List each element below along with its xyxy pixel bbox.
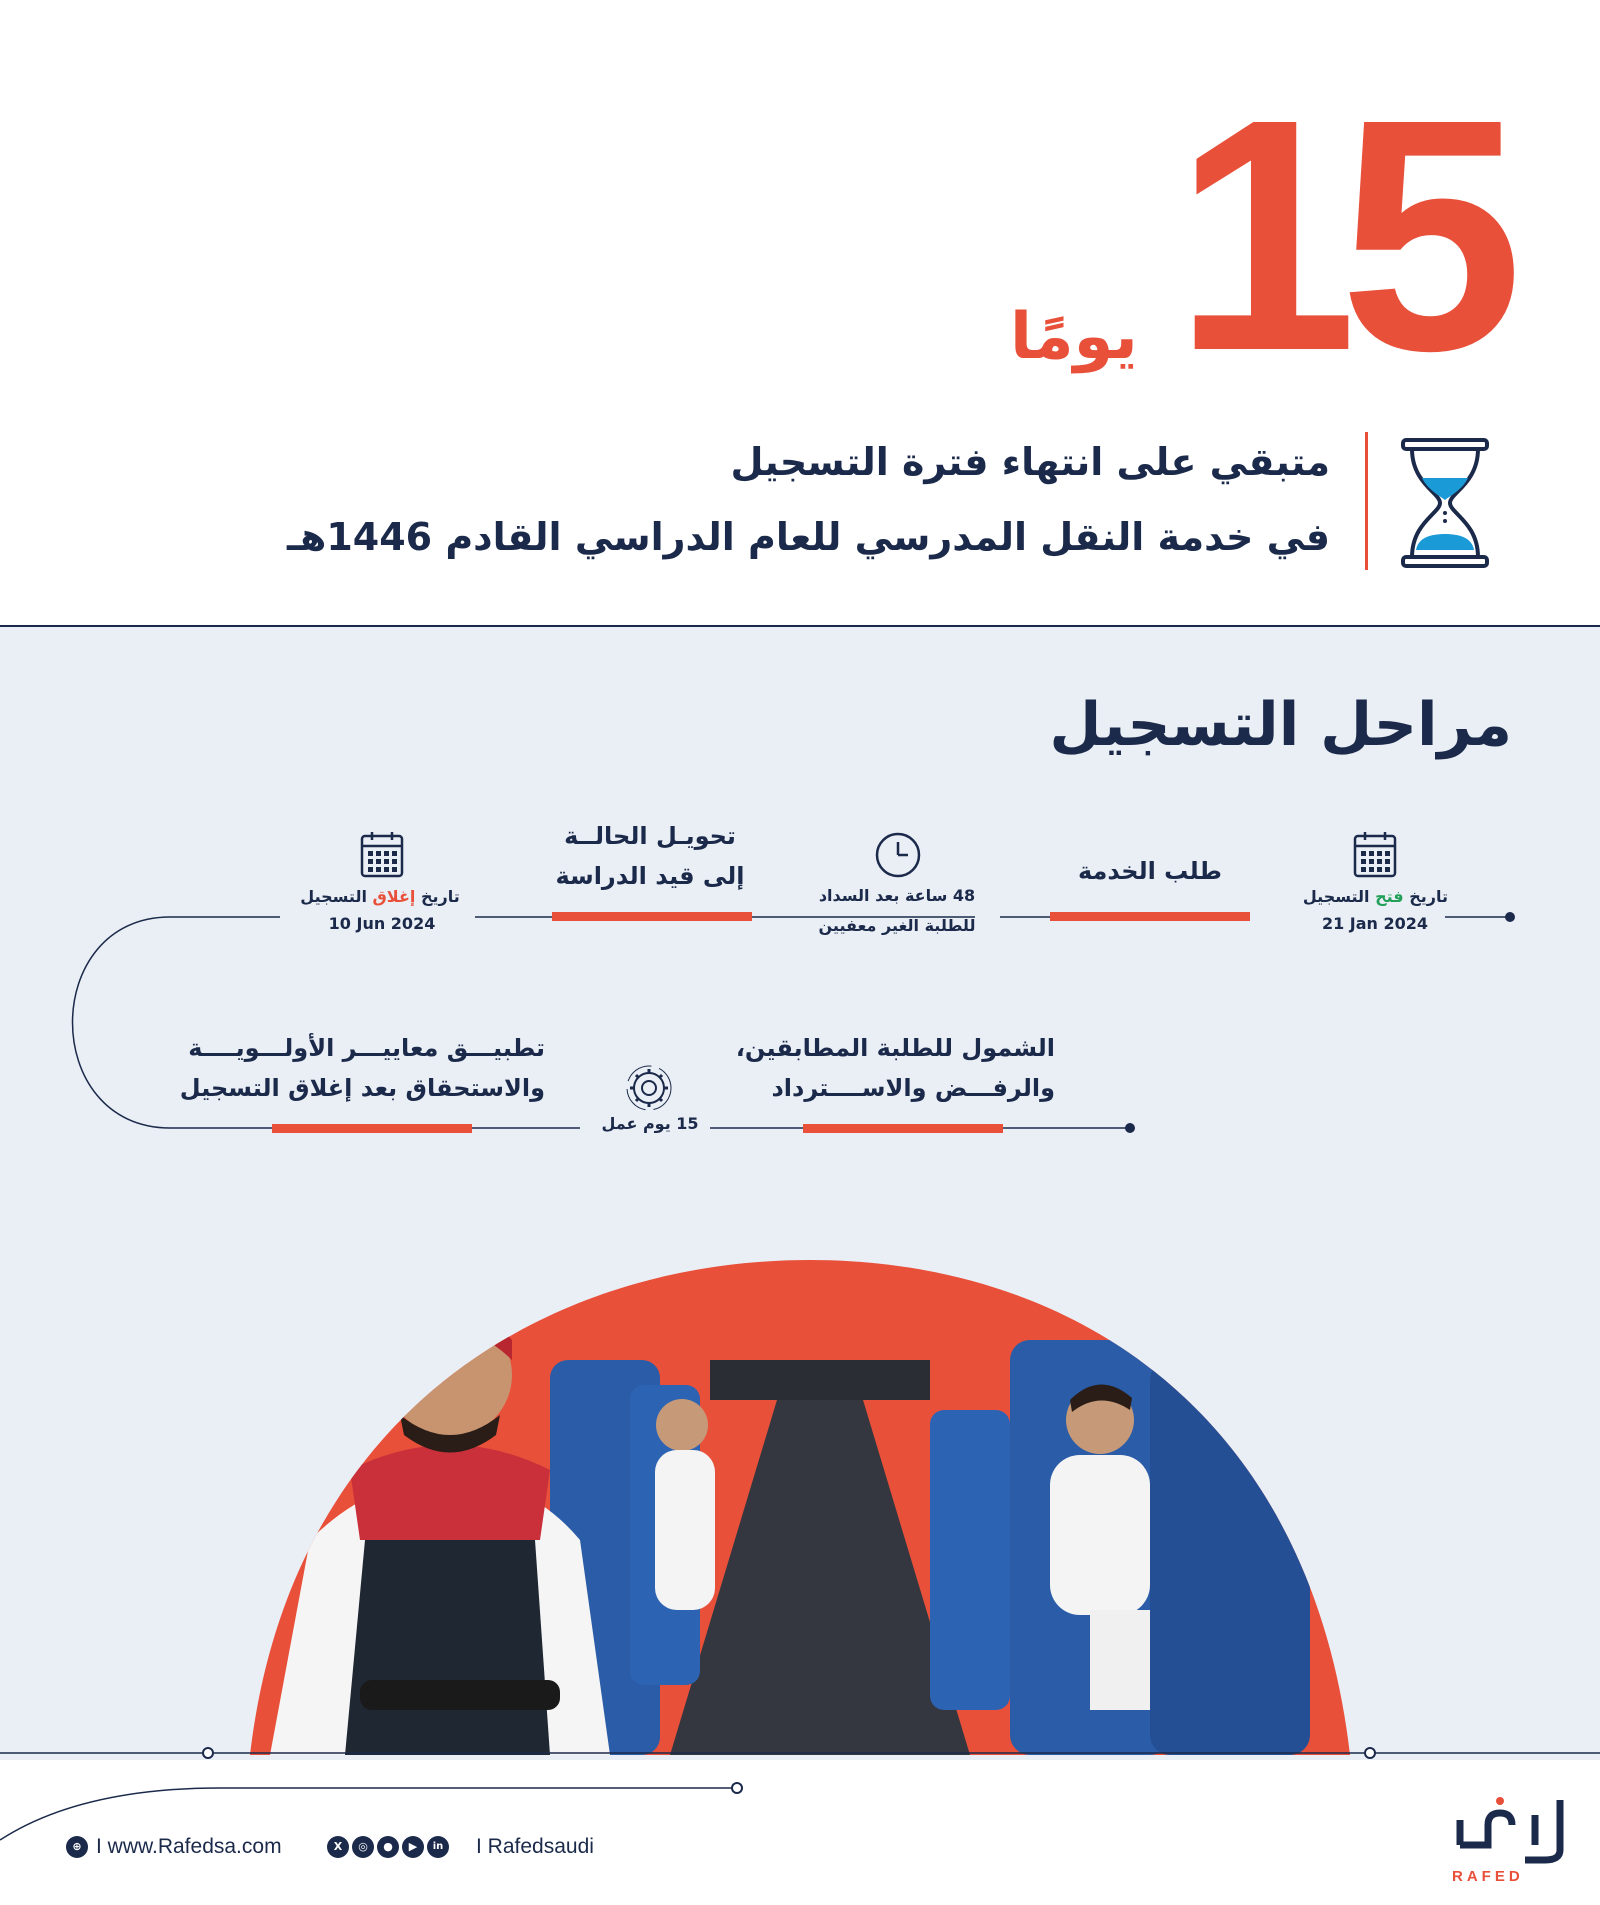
days-remaining-number: 15: [1173, 50, 1505, 419]
close-label-post: التسجيل: [300, 887, 373, 906]
close-label-highlight: إغلاق: [372, 887, 416, 906]
stage-status-line1: تحويـل الحالــة: [564, 822, 736, 850]
website-link[interactable]: I www.Rafedsa.com: [96, 1835, 282, 1858]
youtube-icon[interactable]: ▶: [402, 1836, 424, 1858]
days-label: يومًا: [1010, 300, 1138, 374]
stage-payment-line2: للطلبة الغير معفيين: [818, 916, 976, 935]
calendar-icon: [1355, 832, 1395, 876]
stage-request-label: طلب الخدمة: [1078, 857, 1222, 885]
snapchat-icon[interactable]: ●: [377, 1836, 399, 1858]
open-label-highlight: فتح: [1375, 887, 1404, 906]
gear-icon: [627, 1066, 671, 1110]
timeline-end-dot: [1125, 1123, 1135, 1133]
stage-inclusion-line2: والرفـــض والاســــترداد: [771, 1074, 1055, 1102]
stage-bar-status: [552, 912, 752, 921]
school-bus-photo: [250, 1210, 1350, 1755]
stage-payment-line1: 48 ساعة بعد السداد: [818, 886, 976, 905]
stage-inclusion-line1: الشمول للطلبة المطابقين،: [735, 1034, 1055, 1062]
header-line-1: متبقي على انتهاء فترة التسجيل: [730, 440, 1330, 484]
stage-open-date: 21 Jan 2024: [1321, 914, 1429, 933]
globe-icon[interactable]: ⊕: [66, 1836, 88, 1858]
clock-icon: [877, 834, 919, 876]
open-label-pre: تاريخ: [1403, 887, 1448, 906]
rafed-logo: [1450, 1795, 1570, 1865]
close-label-pre: تاريخ: [415, 887, 460, 906]
open-label-post: التسجيل: [1302, 887, 1376, 906]
stage-criteria-line1: تطبيـــق معاييـــر الأولـــويــــة: [188, 1034, 545, 1062]
stage-bar-inclusion: [803, 1124, 1003, 1133]
stage-status-line2: إلى قيد الدراسة: [555, 862, 745, 890]
header-line-2: في خدمة النقل المدرسي للعام الدراسي القادم 1446هـ: [286, 515, 1330, 559]
stage-close-label: [290, 883, 470, 911]
linkedin-icon[interactable]: in: [427, 1836, 449, 1858]
instagram-icon[interactable]: ◎: [352, 1836, 374, 1858]
stage-criteria-line2: والاستحقاق بعد إغلاق التسجيل: [179, 1074, 545, 1102]
x-icon[interactable]: X: [327, 1836, 349, 1858]
stage-close-date: 10 Jun 2024: [328, 914, 436, 933]
logo-text: RAFED: [1452, 1868, 1524, 1885]
stage-open-label: [1303, 883, 1448, 911]
stage-bar-request: [1050, 912, 1250, 921]
stages-title: مراحل التسجيل: [1049, 690, 1512, 760]
timeline-start-dot: [1505, 912, 1515, 922]
stage-working-days: 15 يوم عمل: [601, 1114, 699, 1133]
stage-bar-criteria: [272, 1124, 472, 1133]
social-handle[interactable]: I Rafedsaudi: [476, 1835, 594, 1858]
calendar-icon: [362, 832, 402, 876]
